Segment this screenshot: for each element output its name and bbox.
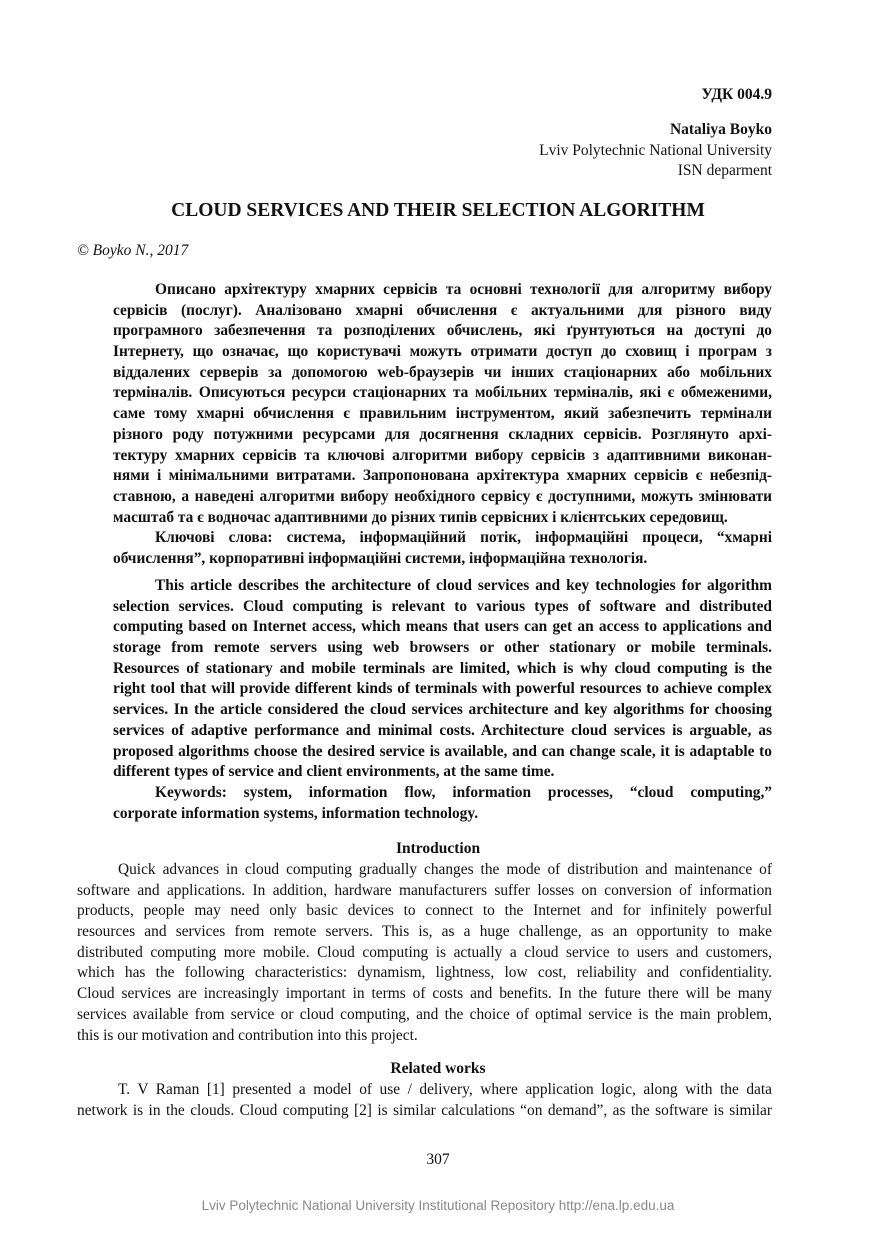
text-line: Quick advances in cloud computing gradually changes the mode of distribution and maintenance of: [118, 861, 772, 878]
text-line: ставною, а наведені алгоритми вибору необхідного сервісу є доступними, можуть змінювати: [113, 487, 772, 505]
text-line: Cloud services are increasingly important in terms of costs and benefits. In the future there will be many: [77, 985, 772, 1003]
text-line: which has the following characteristics: dynamism, lightness, low cost, reliability and confidentiality.: [77, 964, 772, 982]
text-line: products, people may need only basic devices to connect to the Internet and for infinitely powerful: [77, 902, 772, 920]
text-line: resources and services from remote servers. This is, as a huge challenge, as an opportunity to make: [77, 923, 772, 941]
author-name: Nataliya Boyko: [669, 121, 772, 138]
text-line: services available from service or cloud computing, and the choice of optimal service is the main problem,: [77, 1005, 772, 1023]
text-line: масштаб та є водночас адаптивними до різних типів сервісних і клієнтських середовищ.: [113, 508, 728, 526]
text-line: різного роду потужними ресурсами для досягнення складних сервісів. Розглянуто архі-: [113, 425, 772, 443]
keywords-ukrainian: [113, 528, 772, 569]
text-line: Ключові слова: система, інформаційний потік, інформаційні процеси, “хмарні: [155, 529, 772, 546]
text-line: саме тому хмарні обчислення є правильним інструментом, який забезпечить термінали: [113, 405, 772, 423]
repository-footer: Lviv Polytechnic National University Institutional Repository http://ena.lp.edu.ua: [201, 1198, 675, 1213]
page-number: 307: [426, 1151, 450, 1168]
text-line: Keywords: system, information flow, information processes, “cloud computing,”: [155, 784, 772, 801]
text-line: обчислення”, корпоративні інформаційні системи, інформаційна технологія.: [113, 549, 648, 567]
text-line: Описано архітектуру хмарних сервісів та основні технології для алгоритму вибору: [155, 281, 772, 298]
text-line: right tool that will provide different kinds of terminals with powerful resources to achieve complex: [113, 680, 772, 698]
abstract-english: [113, 576, 772, 783]
text-line: network is in the clouds. Cloud computing [2] is similar calculations “on demand”, as the software is similar: [77, 1101, 772, 1119]
related-works-text: [77, 1080, 772, 1121]
text-line: сервісів (послуг). Аналізовано хмарні обчислення є актуальними для різного виду: [113, 301, 772, 319]
text-line: software and applications. In addition, hardware manufacturers suffer losses on conversion of information: [77, 881, 772, 899]
text-line: storage from remote servers using web browsers or other stationary or mobile terminals.: [113, 639, 772, 657]
udc-code: УДК 004.9: [701, 86, 772, 103]
text-line: proposed algorithms choose the desired service is available, and can change scale, it is adaptable to: [113, 742, 772, 760]
text-line: different types of service and client environments, at the same time.: [113, 763, 555, 781]
copyright: © Boyko N., 2017: [77, 242, 189, 259]
text-line: тектуру хмарних сервісів та ключові алгоритми вибору сервісів з адаптивними виконан-: [113, 446, 772, 464]
text-line: services of adaptive performance and minimal costs. Architecture cloud services is arguable, as: [113, 721, 772, 739]
text-line: терміналів. Описуються ресурси стаціонарних та мобільних терміналів, які є обмеженими,: [113, 384, 772, 402]
keywords-english: [113, 783, 772, 824]
author-affiliation: Lviv Polytechnic National University: [539, 142, 772, 159]
paper-title: CLOUD SERVICES AND THEIR SELECTION ALGORITHM: [171, 200, 705, 221]
text-line: нями і мінімальними витратами. Запропонована архітектура хмарних сервісів є небезпід-: [113, 467, 772, 485]
text-line: corporate information systems, information technology.: [113, 804, 479, 822]
text-line: services. In the article considered the cloud services architecture and key algorithms for choosing: [113, 701, 772, 719]
abstract-ukrainian: [113, 280, 772, 528]
author-department: ISN deparment: [677, 162, 772, 179]
text-line: selection services. Cloud computing is relevant to various types of software and distributed: [113, 597, 772, 615]
text-line: Інтернету, що означає, що користувачі можуть отримати доступ до сховищ і програм з: [113, 343, 772, 361]
text-line: віддалених серверів за допомогою web-браузерів чи інших стаціонарних або мобільних: [113, 363, 772, 381]
related-works-heading: Related works: [390, 1060, 486, 1077]
introduction-text: [77, 860, 772, 1046]
text-line: Resources of stationary and mobile terminals are limited, which is why cloud computing is the: [113, 659, 772, 677]
text-line: програмного забезпечення та розподілених обчислень, які ґрунтуються на доступі до: [113, 322, 772, 340]
text-line: this is our motivation and contribution into this project.: [77, 1026, 418, 1044]
text-line: T. V Raman [1] presented a model of use / delivery, where application logic, along with the data: [118, 1081, 772, 1098]
text-line: computing based on Internet access, which means that users can get an access to applications and: [113, 618, 772, 636]
text-line: distributed computing more mobile. Cloud computing is actually a cloud service to users and customers,: [77, 943, 772, 961]
introduction-heading: Introduction: [395, 840, 481, 857]
text-line: This article describes the architecture of cloud services and key technologies for algorithm: [155, 577, 772, 594]
